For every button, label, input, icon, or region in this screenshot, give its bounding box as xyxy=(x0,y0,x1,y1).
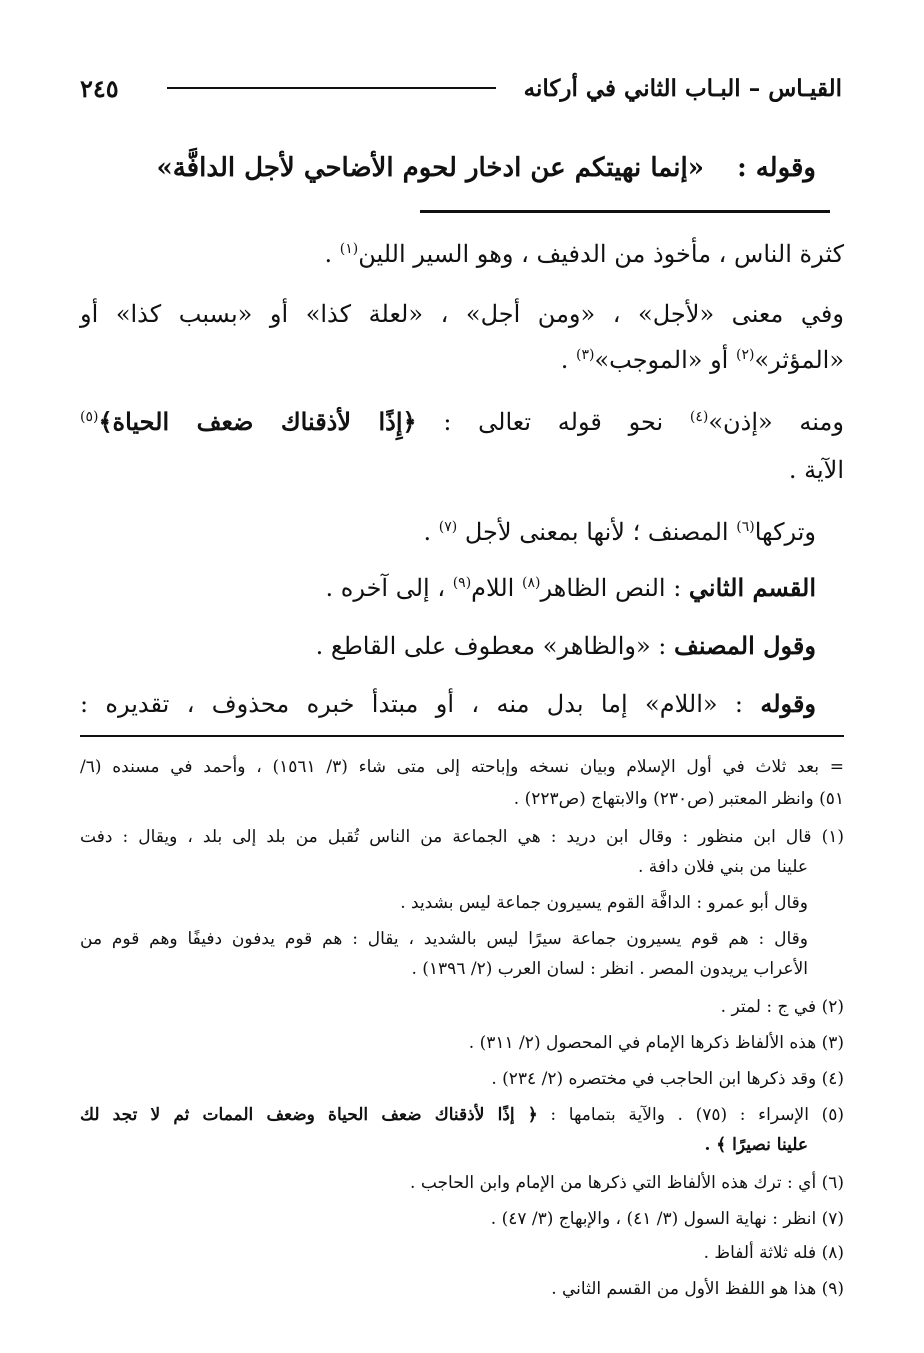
footnote-ref-6: (٦) xyxy=(736,519,755,535)
footnote-7: (٧) انظر : نهاية السول (٣/ ٤١) ، والإبهاج (٣/ ٤٧) . xyxy=(490,1209,844,1229)
footnote-8: (٨) فله ثلاثة ألفاظ . xyxy=(703,1243,844,1263)
heading-underline xyxy=(420,210,830,213)
running-head xyxy=(80,68,842,108)
text-line-7 xyxy=(80,570,816,606)
line-8-rest: : «والظاهر» معطوف على القاطع . xyxy=(315,632,674,660)
text-line-4 xyxy=(80,404,844,440)
text-line-9 xyxy=(80,686,816,722)
line-1-text: كثرة الناس ، مأخوذ من الدفيف ، وهو السير اللين xyxy=(358,240,844,268)
line-9-bold: وقوله xyxy=(760,689,816,718)
footnote-ref-1: (١) xyxy=(339,241,359,257)
quran-verse: ﴿إِذًا لأذقناك ضعف الحياة﴾ xyxy=(98,407,417,436)
footnote-5-line-2: علينا نصيرًا ﴾ . xyxy=(704,1135,808,1155)
footnote-1-line-1: (١) قال ابن منظور : وقال ابن دريد : هي الجماعة من الناس تُقبل من بلد إلى بلد ، ويقال : دفت xyxy=(80,827,844,847)
heading-prefix: وقوله : xyxy=(737,153,816,183)
heading-quote: «إنما نهيتكم عن ادخار لحوم الأضاحي لأجل الدافَّة» xyxy=(156,153,704,183)
footnote-continued-2: ٥١) وانظر المعتبر (ص٢٣٠) والابتهاج (ص٢٢٣) . xyxy=(513,789,844,809)
footnote-1-line-5: الأعراب يريدون المصر . انظر : لسان العرب (٢/ ١٣٩٦) . xyxy=(411,959,808,979)
line-4-mid: نحو قوله تعالى : xyxy=(416,408,690,436)
line-1-end: . xyxy=(324,240,340,268)
running-title: القيـاس – البـاب الثاني في أركانه xyxy=(523,74,842,102)
line-7-c: ، إلى آخره . xyxy=(325,574,453,602)
footnote-9: (٩) هذا هو اللفظ الأول من القسم الثاني . xyxy=(551,1279,844,1299)
text-line-8 xyxy=(80,628,816,664)
footnote-5-line-1 xyxy=(80,1102,844,1128)
line-4-text: ومنه «إذن» xyxy=(708,408,844,436)
footnote-ref-5: (٥) xyxy=(80,409,99,425)
footnote-ref-8: (٨) xyxy=(521,575,541,591)
text-line-1 xyxy=(80,236,844,272)
text-line-6 xyxy=(80,514,816,550)
footnote-1-line-2: علينا من بني فلان دافة . xyxy=(638,857,808,877)
line-6-b: المصنف ؛ لأنها بمعنى لأجل xyxy=(457,518,737,546)
footnote-ref-9: (٩) xyxy=(452,575,472,591)
text-line-2: وفي معنى «لأجل» ، «ومن أجل» ، «لعلة كذا» أو «بسبب كذا» أو xyxy=(80,300,844,328)
line-6-c: . xyxy=(423,518,439,546)
footnote-ref-4: (٤) xyxy=(689,409,709,425)
line-9-rest: : «اللام» إما بدل منه ، أو مبتدأ خبره محذوف ، تقديره : xyxy=(80,690,761,718)
footnote-1-line-3: وقال أبو عمرو : الدافَّة القوم يسيرون جماعة ليس بشديد . xyxy=(400,893,808,913)
footnote-5-verse: ﴿ إذًا لأذقناك ضعف الحياة وضعف الممات ثم لا تجد لك xyxy=(80,1105,538,1125)
line-6-a: وتركها xyxy=(754,518,816,546)
footnote-separator xyxy=(80,735,844,737)
footnote-4: (٤) وقد ذكرها ابن الحاجب في مختصره (٢/ ٢٣٤) . xyxy=(491,1069,844,1089)
page-number: ٢٤٥ xyxy=(80,73,119,103)
header-rule xyxy=(167,87,496,89)
footnote-ref-2: (٢) xyxy=(735,347,755,363)
footnote-6: (٦) أي : ترك هذه الألفاظ التي ذكرها من الإمام وابن الحاجب . xyxy=(410,1173,844,1193)
footnote-continued-1: = بعد ثلاث في أول الإسلام وبيان نسخه وإباحته إلى متى شاء (٣/ ١٥٦١) ، وأحمد في مسنده (٦/ xyxy=(80,757,844,777)
section-title: القسم الثاني xyxy=(688,573,816,602)
footnote-3: (٣) هذه الألفاظ ذكرها الإمام في المحصول (٢/ ٣١١) . xyxy=(468,1033,844,1053)
line-3-mid: أو «الموجب» xyxy=(594,346,736,374)
footnote-1-line-4: وقال : هم قوم يسيرون جماعة سيرًا ليس بالشديد ، يقال : هم قوم يدفون دفيفًا وهم قوم من xyxy=(80,929,808,949)
line-7-a: : النص الظاهر xyxy=(540,574,689,602)
text-line-5: الآية . xyxy=(788,456,844,484)
footnote-5-text: (٥) الإسراء : (٧٥) . والآية بتمامها : xyxy=(537,1105,845,1125)
line-8-bold: وقول المصنف xyxy=(673,631,816,660)
text-line-3 xyxy=(80,342,844,378)
line-3-text: «المؤثر» xyxy=(754,346,844,374)
footnote-2: (٢) في ج : لمتر . xyxy=(720,997,844,1017)
heading-line xyxy=(80,150,816,186)
footnote-ref-7: (٧) xyxy=(438,519,458,535)
line-3-end: . xyxy=(560,346,576,374)
footnote-ref-3: (٣) xyxy=(575,347,595,363)
line-7-b: اللام xyxy=(471,574,522,602)
